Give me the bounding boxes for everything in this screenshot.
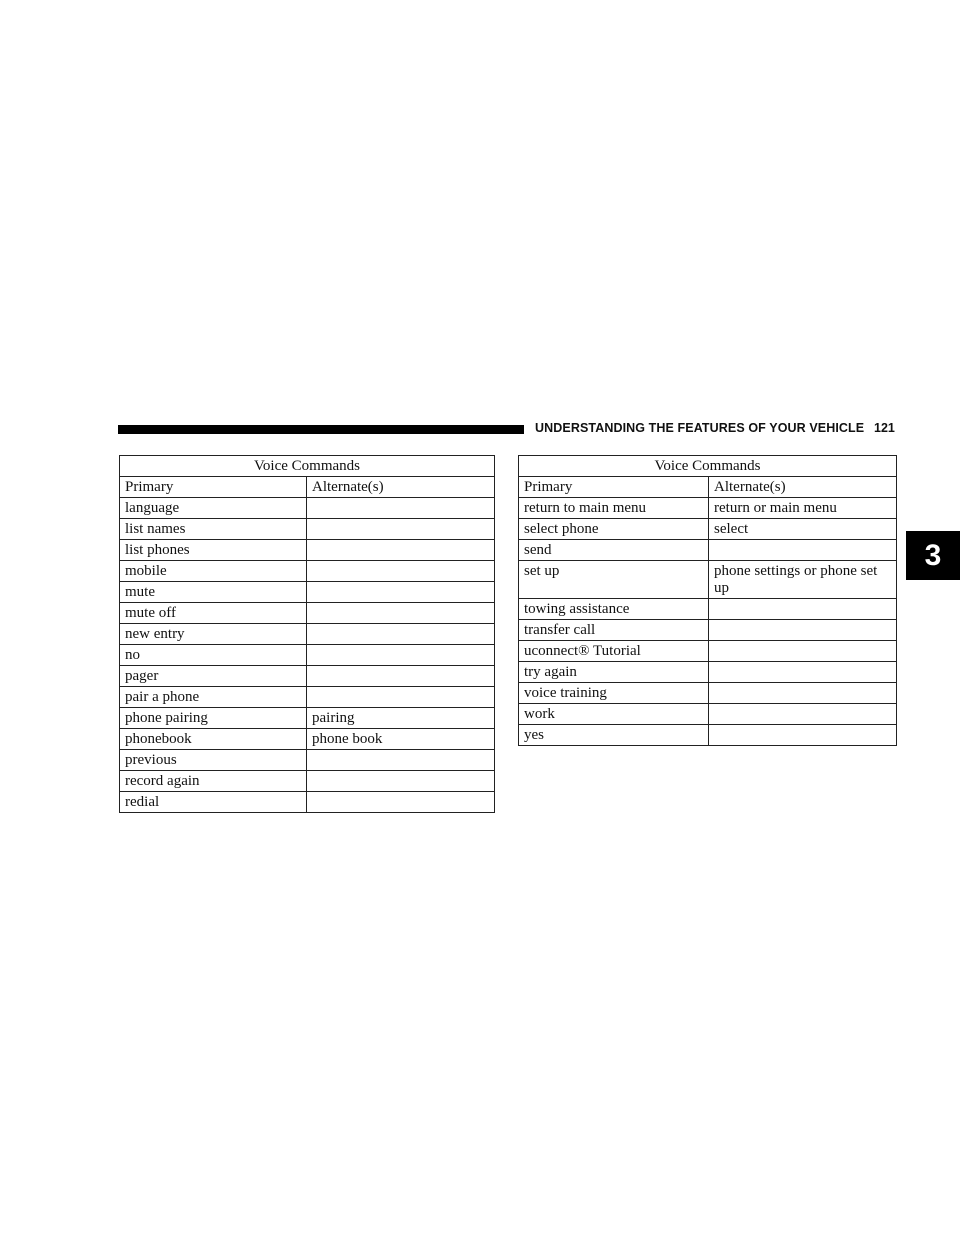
primary-cell: try again [519, 662, 709, 683]
primary-cell: set up [519, 561, 709, 599]
table-row [519, 683, 897, 704]
table-header-row [519, 477, 897, 498]
table-row [120, 666, 495, 687]
alternate-cell [307, 624, 495, 645]
table-row [120, 708, 495, 729]
alternate-cell [307, 750, 495, 771]
table-row [120, 519, 495, 540]
alternate-cell: pairing [307, 708, 495, 729]
table-row [519, 561, 897, 599]
voice-commands-table-left [119, 455, 495, 813]
primary-cell: language [120, 498, 307, 519]
table-row [120, 645, 495, 666]
primary-cell: work [519, 704, 709, 725]
table-row [120, 498, 495, 519]
column-header-alternates: Alternate(s) [307, 477, 495, 498]
alternate-cell [709, 599, 897, 620]
column-header-primary: Primary [519, 477, 709, 498]
alternate-cell [709, 620, 897, 641]
primary-cell: uconnect® Tutorial [519, 641, 709, 662]
alternate-cell [307, 771, 495, 792]
table-row [120, 750, 495, 771]
alternate-cell: return or main menu [709, 498, 897, 519]
header-rule-bar [118, 425, 524, 434]
primary-cell: select phone [519, 519, 709, 540]
table-row [519, 725, 897, 746]
primary-cell: new entry [120, 624, 307, 645]
table-row [519, 519, 897, 540]
alternate-cell [307, 498, 495, 519]
chapter-tab: 3 [906, 531, 960, 580]
primary-cell: list phones [120, 540, 307, 561]
alternate-cell [307, 561, 495, 582]
table-caption: Voice Commands [120, 456, 495, 477]
primary-cell: list names [120, 519, 307, 540]
alternate-cell [709, 704, 897, 725]
table-caption: Voice Commands [519, 456, 897, 477]
table-row [120, 771, 495, 792]
primary-cell: mobile [120, 561, 307, 582]
table-caption-row [519, 456, 897, 477]
primary-cell: pair a phone [120, 687, 307, 708]
primary-cell: previous [120, 750, 307, 771]
alternate-cell: phone settings or phone set up [709, 561, 897, 599]
alternate-cell [307, 519, 495, 540]
primary-cell: mute off [120, 603, 307, 624]
table-row [519, 641, 897, 662]
alternate-cell [709, 683, 897, 704]
alternate-cell [709, 662, 897, 683]
primary-cell: yes [519, 725, 709, 746]
table-row [120, 687, 495, 708]
primary-cell: towing assistance [519, 599, 709, 620]
alternate-cell [307, 540, 495, 561]
alternate-cell [307, 687, 495, 708]
table-row [519, 704, 897, 725]
primary-cell: redial [120, 792, 307, 813]
primary-cell: mute [120, 582, 307, 603]
primary-cell: record again [120, 771, 307, 792]
voice-commands-table-right [518, 455, 897, 746]
table-header-row [120, 477, 495, 498]
table-row [120, 561, 495, 582]
primary-cell: voice training [519, 683, 709, 704]
table-row [519, 498, 897, 519]
alternate-cell [307, 666, 495, 687]
alternate-cell: phone book [307, 729, 495, 750]
primary-cell: no [120, 645, 307, 666]
table-row [120, 603, 495, 624]
primary-cell: send [519, 540, 709, 561]
primary-cell: transfer call [519, 620, 709, 641]
alternate-cell [709, 540, 897, 561]
table-row [120, 582, 495, 603]
alternate-cell [307, 603, 495, 624]
table-row [519, 620, 897, 641]
alternate-cell [307, 792, 495, 813]
alternate-cell [307, 645, 495, 666]
table-row [519, 662, 897, 683]
alternate-cell [709, 641, 897, 662]
table-row [519, 599, 897, 620]
table-row [120, 792, 495, 813]
table-row [120, 540, 495, 561]
alternate-cell [709, 725, 897, 746]
primary-cell: phone pairing [120, 708, 307, 729]
table-row [519, 540, 897, 561]
table-row [120, 624, 495, 645]
primary-cell: return to main menu [519, 498, 709, 519]
alternate-cell [307, 582, 495, 603]
table-row [120, 729, 495, 750]
column-header-primary: Primary [120, 477, 307, 498]
table-caption-row [120, 456, 495, 477]
alternate-cell: select [709, 519, 897, 540]
column-header-alternates: Alternate(s) [709, 477, 897, 498]
page-number: 121 [874, 421, 895, 435]
primary-cell: pager [120, 666, 307, 687]
primary-cell: phonebook [120, 729, 307, 750]
running-header-title: UNDERSTANDING THE FEATURES OF YOUR VEHICLE [535, 421, 865, 435]
